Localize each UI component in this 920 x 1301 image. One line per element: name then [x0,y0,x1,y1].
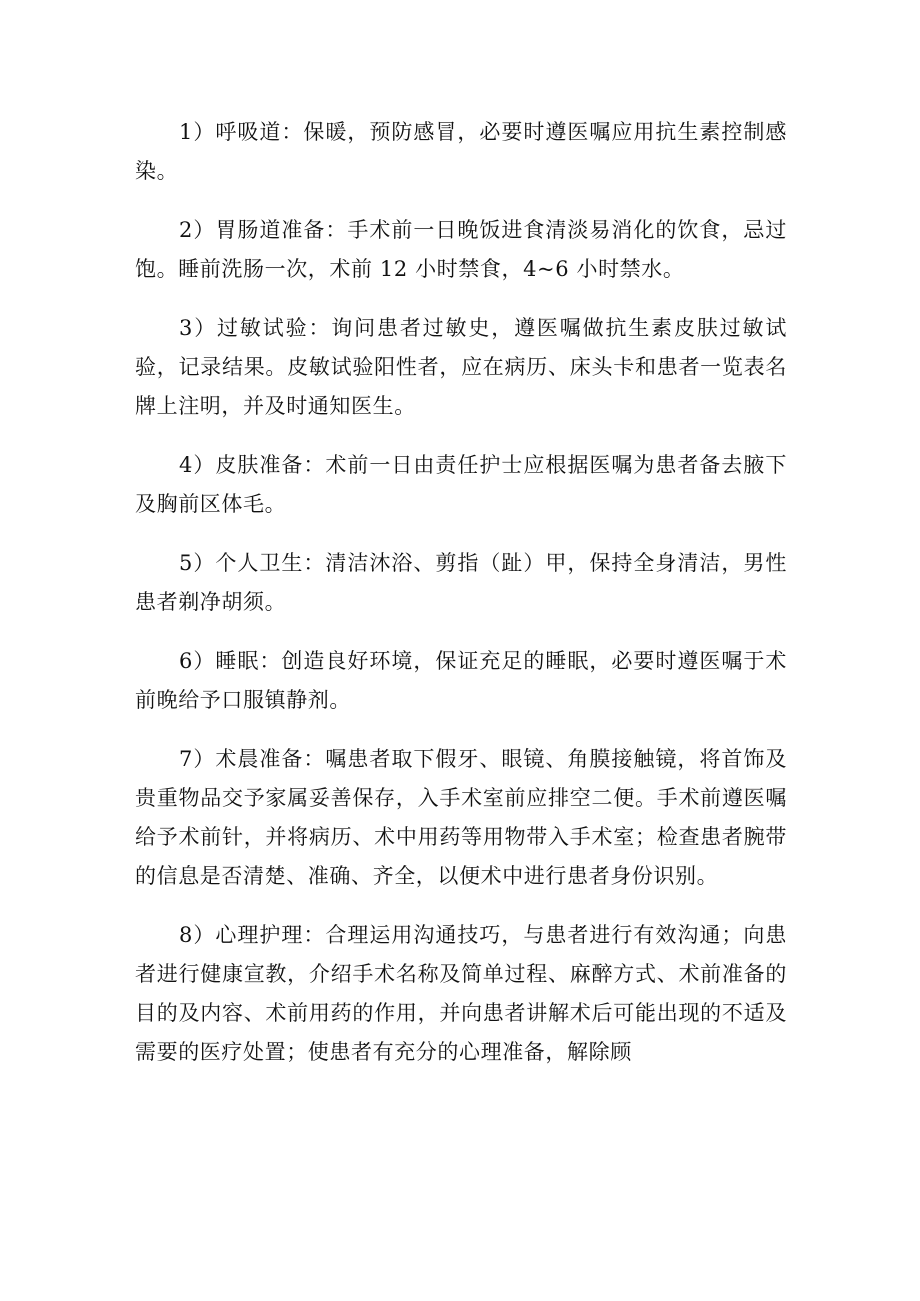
document-body [135,113,787,1092]
paragraph-respiratory: 1）呼吸道：保暖，预防感冒，必要时遵医嘱应用抗生素控制感染。 [135,120,787,183]
paragraph-sleep: 6）睡眠：创造良好环境，保证充足的睡眠，必要时遵医嘱于术前晚给予口服镇静剂。 [135,649,787,712]
paragraph-hygiene: 5）个人卫生：清洁沐浴、剪指（趾）甲，保持全身清洁，男性患者剃净胡须。 [135,551,787,614]
paragraph-allergy-test: 3）过敏试验：询问患者过敏史，遵医嘱做抗生素皮肤过敏试验，记录结果。皮敏试验阳性者，应在病历、床头卡和患者一览表名牌上注明，并及时通知医生。 [135,316,787,418]
paragraph-skin-prep: 4）皮肤准备：术前一日由责任护士应根据医嘱为患者备去腋下及胸前区体毛。 [135,453,787,516]
paragraph-morning-prep: 7）术晨准备：嘱患者取下假牙、眼镜、角膜接触镜，将首饰及贵重物品交予家属妥善保存，入手术室前应排空二便。手术前遵医嘱给予术前针，并将病历、术中用药等用物带入手术室；检查患者腕带的信息是否清楚、准确、齐全，以便术中进行患者身份识别。 [135,747,787,888]
paragraph-psych-care: 8）心理护理：合理运用沟通技巧，与患者进行有效沟通；向患者进行健康宣教，介绍手术名称及简单过程、麻醉方式、术前准备的目的及内容、术前用药的作用，并向患者讲解术后可能出现的不适及需要的医疗处置；使患者有充分的心理准备，解除顾 [135,923,787,1064]
paragraph-gastrointestinal: 2）胃肠道准备：手术前一日晚饭进食清淡易消化的饮食，忌过饱。睡前洗肠一次，术前 12 小时禁食，4~6 小时禁水。 [135,218,787,281]
